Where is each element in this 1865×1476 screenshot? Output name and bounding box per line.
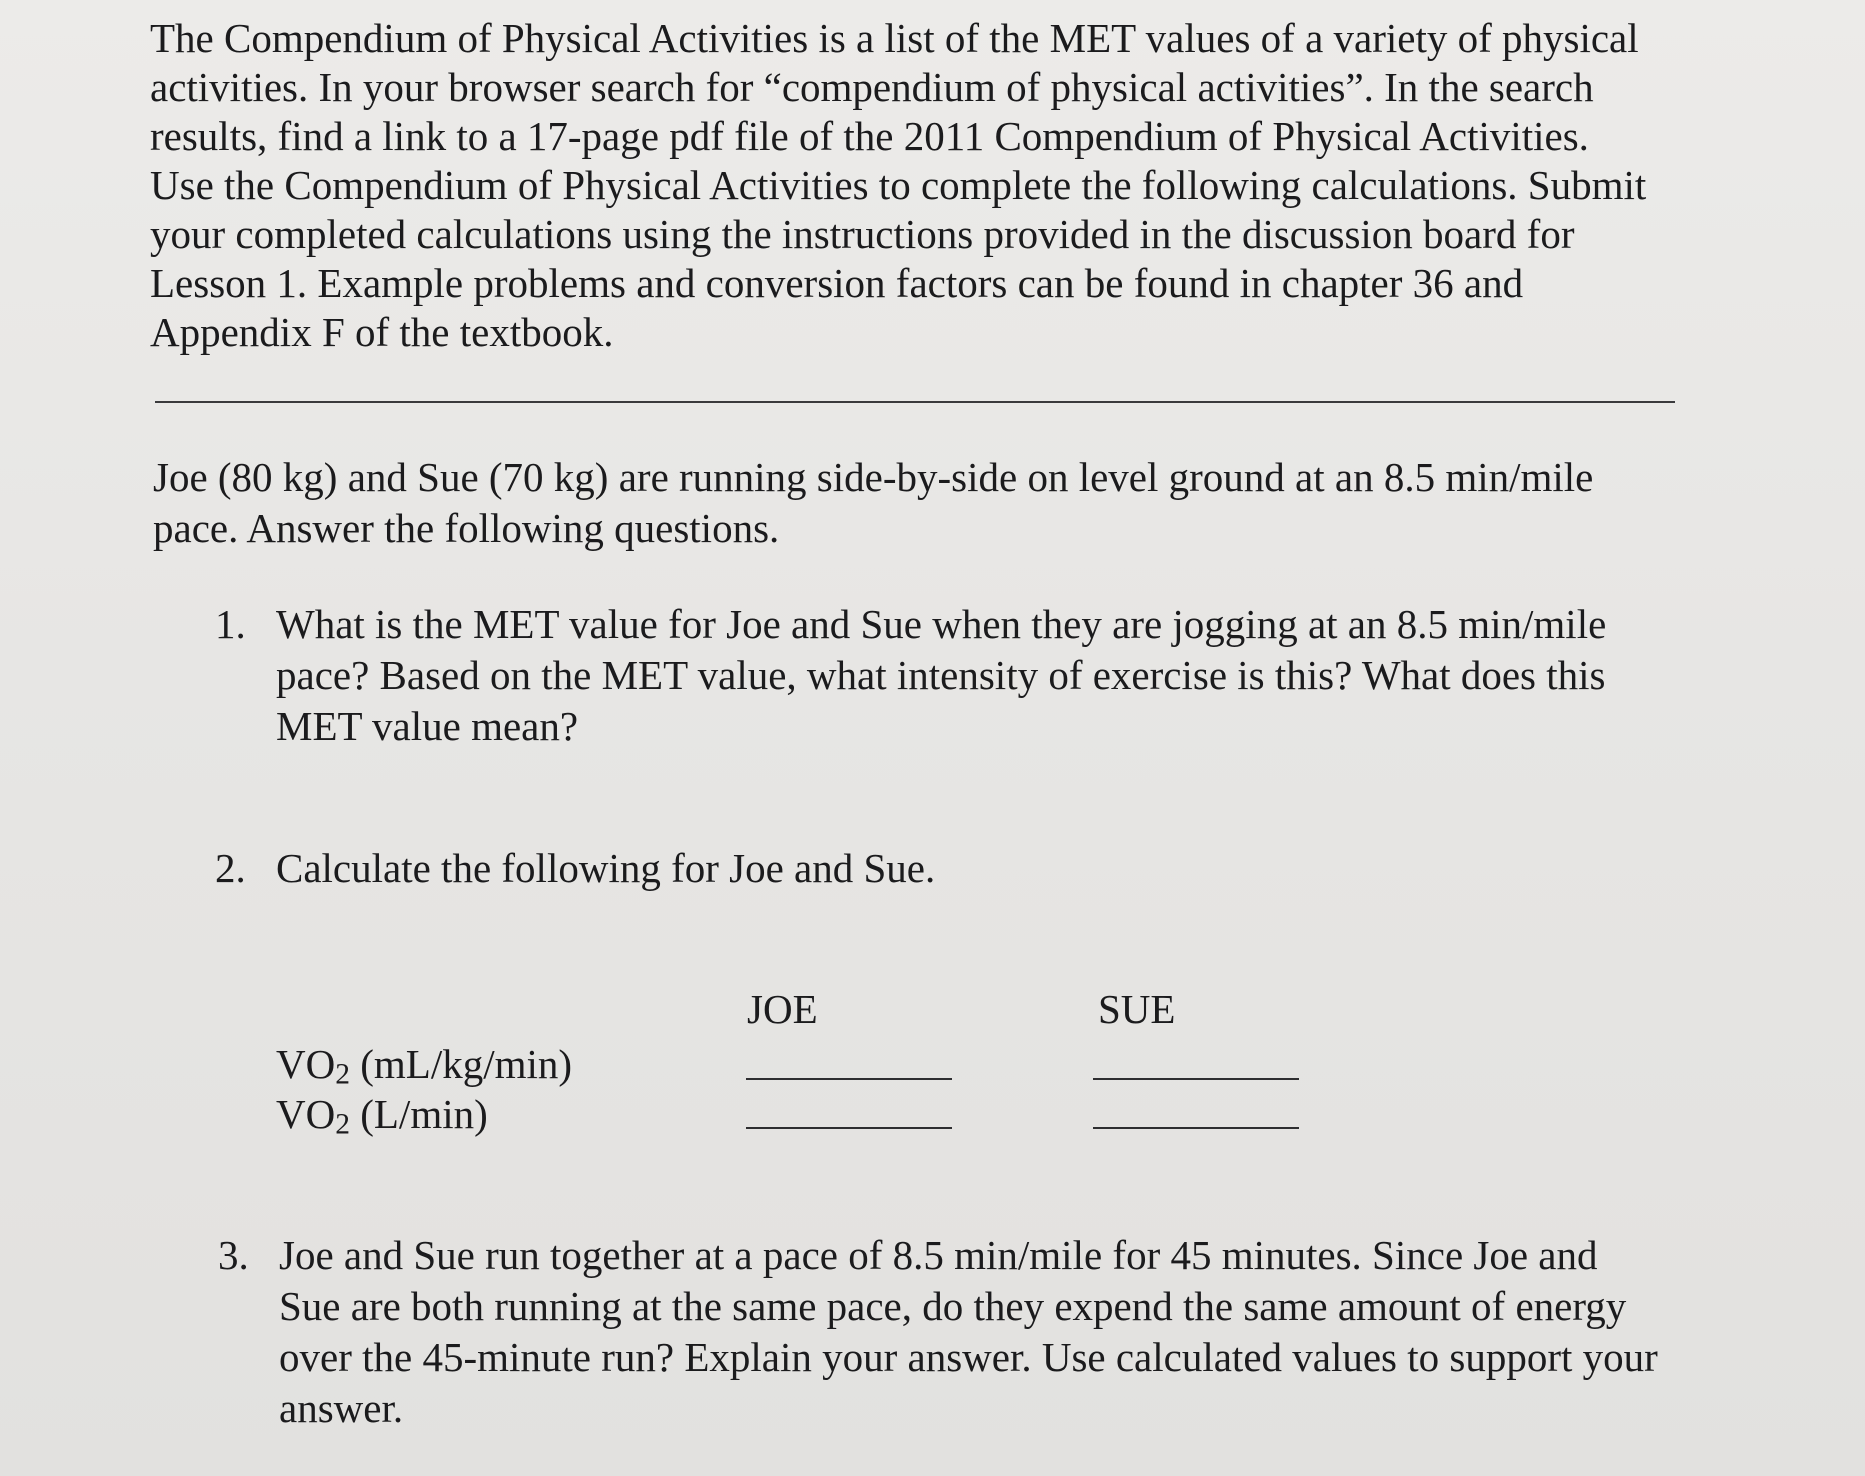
question-text (276, 843, 1696, 894)
question-line: MET value mean? (276, 703, 579, 749)
question-text (279, 1230, 1699, 1434)
column-header-sue: SUE (1098, 986, 1176, 1032)
row-label-vo2-l-min (276, 1090, 488, 1141)
question-line: Sue are both running at the same pace, do they expend the same amount of energy (279, 1283, 1627, 1329)
question-1 (215, 599, 1715, 759)
row-unit: (L/min) (349, 1091, 488, 1137)
row-label-vo2-ml-kg-min (276, 1040, 573, 1091)
question-number: 2. (215, 845, 246, 891)
question-line: answer. (279, 1385, 404, 1431)
question-number: 1. (215, 601, 246, 647)
answer-blank-joe-vo2-ml-kg-min[interactable] (746, 1078, 952, 1080)
vo2-prefix: VO (276, 1091, 336, 1137)
question-text (276, 599, 1696, 752)
row-unit: (mL/kg/min) (349, 1041, 573, 1087)
intro-line: Use the Compendium of Physical Activities to complete the following calculations. Submit (150, 162, 1647, 208)
question-number: 3. (218, 1232, 249, 1278)
question-line: Calculate the following for Joe and Sue. (276, 845, 936, 891)
answer-blank-sue-vo2-ml-kg-min[interactable] (1093, 1078, 1299, 1080)
answer-blank-joe-vo2-l-min[interactable] (746, 1127, 952, 1129)
vo2-prefix: VO (276, 1041, 336, 1087)
question-line: pace? Based on the MET value, what intensity of exercise is this? What does this (276, 652, 1606, 698)
intro-paragraph (150, 14, 1690, 357)
vo2-subscript: 2 (335, 1058, 350, 1091)
intro-line: your completed calculations using the instructions provided in the discussion board for (150, 211, 1575, 257)
scenario-line: pace. Answer the following questions. (153, 505, 780, 551)
intro-line: results, find a link to a 17-page pdf file of the 2011 Compendium of Physical Activities. (150, 113, 1589, 159)
scenario-line: Joe (80 kg) and Sue (70 kg) are running side-by-side on level ground at an 8.5 min/mile (153, 454, 1594, 500)
vo2-subscript: 2 (335, 1108, 350, 1141)
question-2 (215, 843, 1715, 903)
calculation-table (276, 985, 1376, 1145)
intro-line: activities. In your browser search for “compendium of physical activities”. In the search (150, 64, 1594, 110)
question-line: Joe and Sue run together at a pace of 8.5 min/mile for 45 minutes. Since Joe and (279, 1232, 1598, 1278)
question-line: What is the MET value for Joe and Sue when they are jogging at an 8.5 min/mile (276, 601, 1607, 647)
scenario-paragraph (153, 452, 1693, 554)
answer-blank-sue-vo2-l-min[interactable] (1093, 1127, 1299, 1129)
intro-line: Appendix F of the textbook. (150, 309, 614, 355)
question-3 (218, 1230, 1718, 1450)
column-header-joe: JOE (747, 986, 818, 1032)
question-line: over the 45-minute run? Explain your answer. Use calculated values to support your (279, 1334, 1658, 1380)
intro-line: The Compendium of Physical Activities is a list of the MET values of a variety of physical (150, 15, 1639, 61)
section-divider (155, 401, 1675, 403)
intro-line: Lesson 1. Example problems and conversion factors can be found in chapter 36 and (150, 260, 1524, 306)
